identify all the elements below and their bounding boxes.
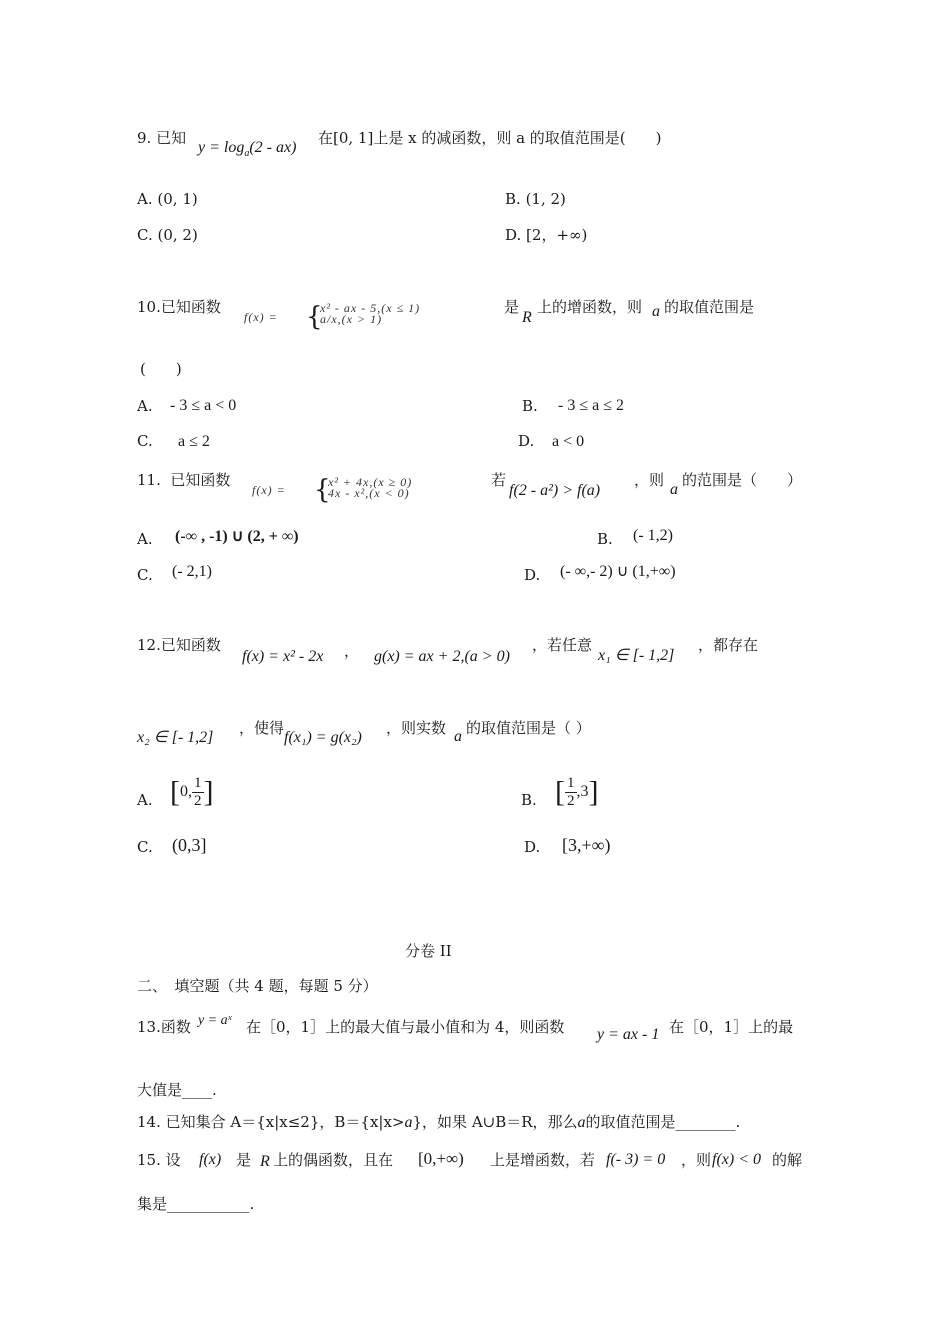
q10-text1: 已知函数 [160, 298, 221, 316]
q11-text3: ，则 [634, 471, 665, 489]
q9-option-c [137, 225, 198, 245]
q12-option-d-value: [3,+∞) [562, 835, 611, 855]
q11-number [137, 470, 230, 490]
q11-option-d-value: (- ∞,- 2) ∪ (1,+∞) [560, 563, 676, 580]
q9-text: 在[0, 1]上是 x 的减函数，则 a 的取值范围是( ) [318, 129, 662, 147]
q9-formula [198, 138, 296, 164]
fraction-den: 2 [194, 793, 202, 809]
q10-piece1: x² - ax - 5,(x ≤ 1) [320, 301, 421, 315]
q15-text2: 是 [236, 1151, 252, 1169]
q12-option-d-label: D. [524, 838, 541, 856]
q12-x1: x₁ ∈ [- 1,2] [598, 647, 675, 664]
q9-option-b [505, 189, 566, 209]
q12-eq: f(x₁) = g(x₂) [284, 729, 362, 746]
q15-R: R [260, 1153, 270, 1170]
q10-text4: 的取值范围是 [664, 298, 755, 316]
q15-text7: 集是___________. [137, 1195, 255, 1213]
q10-option-a-label: A. [137, 397, 153, 415]
q9-number: 9. 已知 [137, 129, 187, 147]
q12-text5: ，则实数 [386, 719, 447, 737]
q12-option-c-value: (0,3] [172, 835, 207, 855]
q13-f2: y = ax - 1 [597, 1026, 660, 1043]
q14-text3: 的取值范围是________. [585, 1113, 741, 1131]
q12-option-c-label: C. [137, 838, 153, 856]
q10-option-c-label: C. [137, 432, 153, 450]
option-value: (0, 2) [157, 226, 198, 244]
option-value: [2，+∞) [526, 226, 588, 244]
q10-R: R [522, 309, 532, 326]
bracket-left: [ [555, 775, 565, 809]
q10-text3: 上的增函数，则 [537, 298, 643, 316]
q11-piecewise [328, 477, 412, 499]
option-value: (0, 1) [157, 190, 198, 208]
fraction [192, 775, 204, 810]
q10-option-c-value: a ≤ 2 [178, 433, 210, 450]
q15-fx: f(x) [199, 1151, 222, 1168]
q10-fx: f(x) = [244, 310, 278, 324]
q9-option-a [137, 189, 198, 209]
q15-text6: 的解 [772, 1151, 803, 1169]
q14-a: a [404, 1114, 413, 1131]
q11-a: a [670, 481, 678, 498]
q10-paren: ( ) [140, 360, 182, 378]
q13-text4: 大值是____. [137, 1081, 217, 1099]
q12-num: 12. [137, 636, 161, 654]
option-label: C. [137, 226, 153, 244]
q11-cond: f(2 - a²) > f(a) [509, 482, 601, 499]
q13-text2: 在［0，1］上的最大值与最小值和为 4，则函数 [246, 1018, 565, 1036]
q11-option-a-label: A. [137, 530, 153, 548]
q13-text1: 13.函数 [137, 1018, 191, 1036]
q12-option-a-label: A. [137, 791, 153, 809]
option-label: A. [137, 190, 153, 208]
q9-option-d [505, 225, 587, 245]
q12-text2: ，若任意 [532, 636, 593, 654]
q10-a: a [652, 303, 660, 320]
frac-pre: 0, [180, 783, 192, 801]
q12-option-b-label: B. [521, 791, 537, 809]
frac-post: ,3 [576, 783, 589, 801]
q10-brace: { [306, 302, 323, 332]
q11-text1: 已知函数 [170, 471, 231, 489]
q13-text3: 在［0，1］上的最 [669, 1018, 794, 1036]
q11-option-b-label: B. [597, 530, 613, 548]
q11-text4: 的范围是（ ） [682, 471, 803, 489]
q10-option-d-value: a < 0 [552, 433, 585, 450]
fraction-den: 2 [567, 793, 575, 809]
q10-num: 10. [137, 298, 161, 316]
q14-line [137, 1112, 740, 1133]
q15-ineq: f(x) < 0 [712, 1151, 761, 1168]
q12-comma: ， [344, 642, 360, 660]
q11-fx: f(x) = [252, 483, 286, 497]
q11-option-a-value: (-∞ , -1) ∪ (2, + ∞) [175, 528, 299, 545]
section-heading: 二、 填空题（共 4 题，每题 5 分） [137, 977, 378, 995]
q15-interval: [0,+∞) [418, 1149, 464, 1168]
q12-text1: 已知函数 [160, 636, 221, 654]
q14-text2: }，如果 A∪B＝R，那么 [412, 1113, 578, 1131]
q10-option-b-label: B. [522, 397, 538, 415]
bracket-left: [ [170, 775, 180, 809]
q12-number [137, 635, 221, 655]
q12-g: g(x) = ax + 2,(a > 0) [374, 648, 510, 665]
q11-brace: { [314, 475, 331, 505]
q15-text4: 上是增函数，若 [490, 1151, 596, 1169]
q11-piece2: 4x - x²,(x < 0) [328, 486, 410, 500]
q12-text4: ，使得 [239, 719, 285, 737]
q11-option-c-label: C. [137, 566, 153, 584]
q12-a: a [454, 728, 462, 745]
q11-piece1: x² + 4x,(x ≥ 0) [328, 475, 413, 489]
bracket-right: ] [203, 775, 214, 809]
q12-option-b-value [555, 775, 599, 810]
q11-option-c-value: (- 2,1) [172, 563, 212, 580]
q14-text1: 14. 已知集合 A＝{x|x≤2}，B＝{x|x> [137, 1113, 405, 1131]
q11-option-b-value: (- 1,2) [633, 527, 673, 544]
q10-option-d-label: D. [518, 432, 535, 450]
option-label: B. [505, 190, 521, 208]
section-title: 分卷 II [405, 942, 452, 960]
fraction-num: 1 [194, 775, 202, 791]
q10-number [137, 297, 221, 317]
q10-option-a-value: - 3 ≤ a < 0 [170, 397, 237, 414]
q12-text3: ，都存在 [698, 636, 759, 654]
q12-option-a-value [170, 775, 214, 810]
q11-text2: 若 [491, 471, 507, 489]
option-value: (1, 2) [525, 190, 566, 208]
q15-cond: f(- 3) = 0 [606, 1151, 666, 1168]
q9-formula-base: a [244, 148, 250, 160]
q9-formula-arg: (2 - ax) [249, 139, 297, 156]
q10-option-b-value: - 3 ≤ a ≤ 2 [558, 397, 624, 414]
bracket-right: ] [588, 775, 599, 809]
q9-formula-log: y = log [198, 139, 245, 156]
fraction [565, 775, 577, 810]
q15-text5: ，则 [681, 1151, 712, 1169]
q12-f: f(x) = x² - 2x [242, 648, 324, 665]
q11-option-d-label: D. [524, 566, 541, 584]
q10-piecewise [320, 303, 420, 325]
q12-text6: 的取值范围是（ ） [466, 719, 591, 737]
q10-text2: 是 [504, 298, 520, 316]
q15-text3: 上的偶函数，且在 [273, 1151, 394, 1169]
q10-piece2: a/x,(x > 1) [320, 312, 383, 326]
q14-a2: a [577, 1114, 586, 1131]
option-label: D. [505, 226, 522, 244]
q15-text1: 15. 设 [137, 1151, 181, 1169]
q11-num: 11. [137, 471, 161, 489]
fraction-num: 1 [567, 775, 575, 791]
q12-x2: x₂ ∈ [- 1,2] [137, 729, 214, 746]
q13-f1: y = aˣ [198, 1013, 232, 1028]
